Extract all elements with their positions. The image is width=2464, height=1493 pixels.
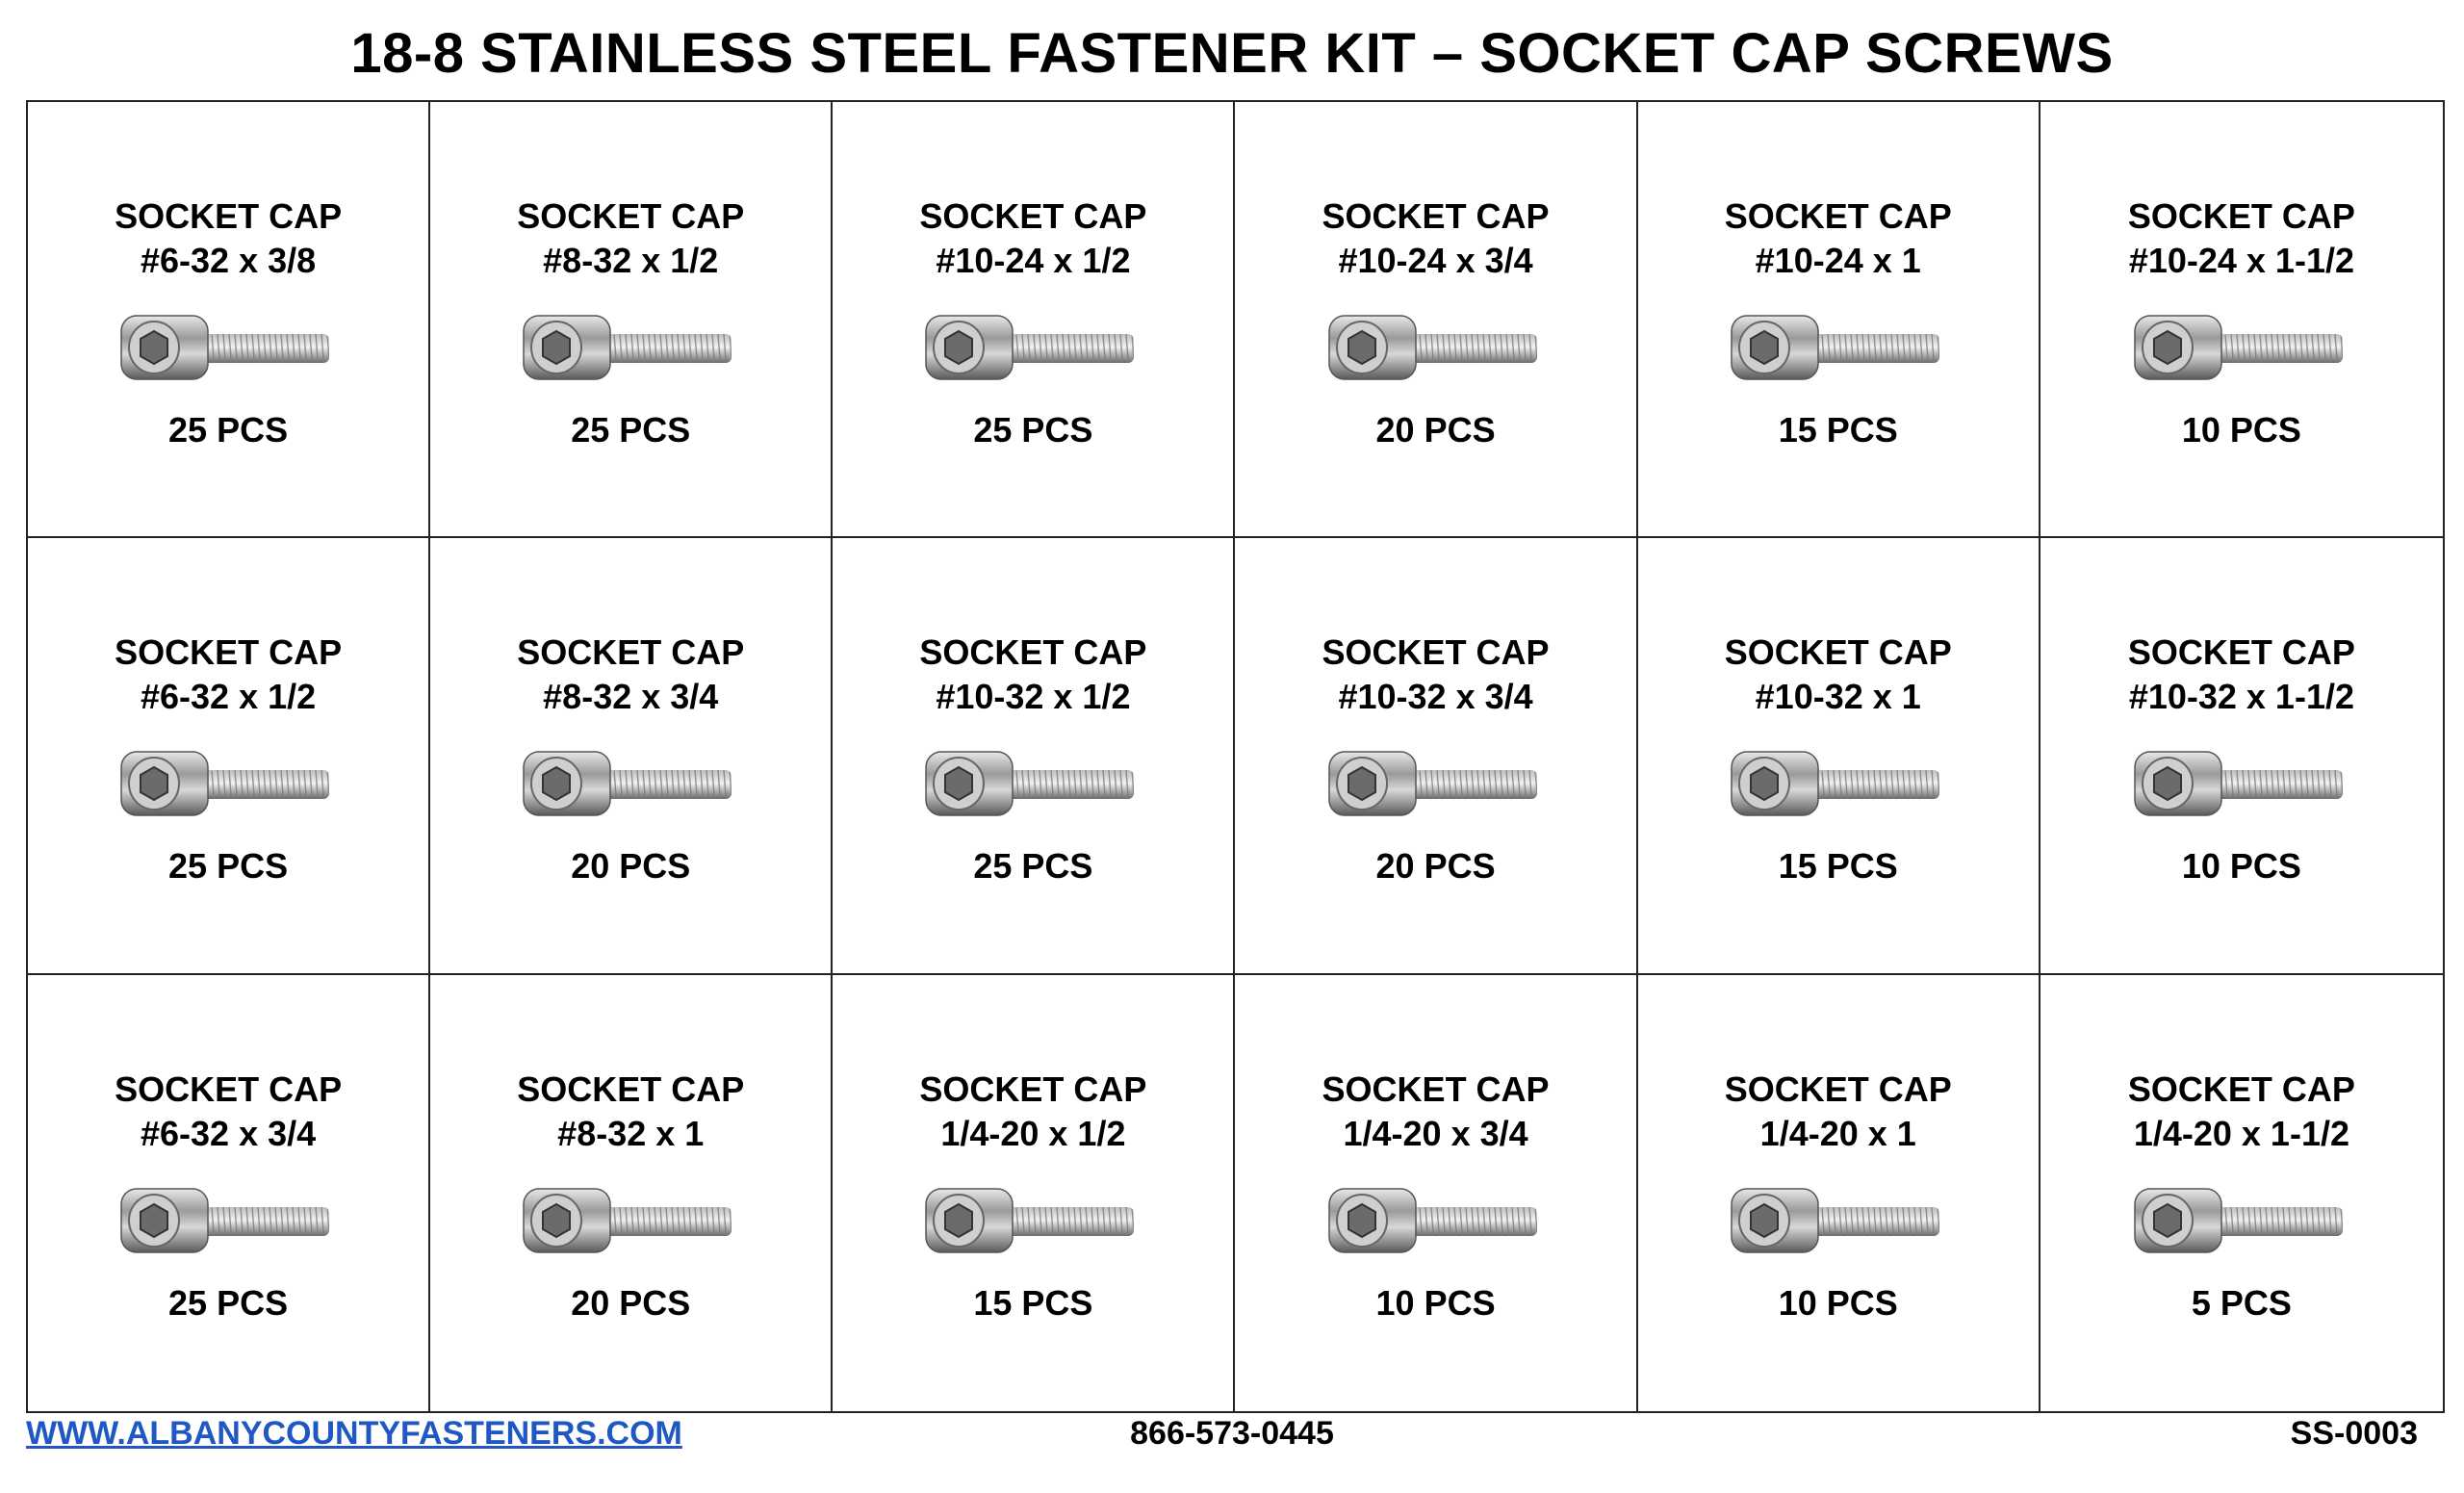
fastener-size: 1/4-20 x 1-1/2	[2133, 1113, 2349, 1153]
socket-cap-screw-icon	[1325, 308, 1547, 385]
fastener-quantity: 10 PCS	[1375, 1282, 1496, 1323]
fastener-quantity: 25 PCS	[168, 846, 289, 887]
fastener-size: #8-32 x 3/4	[543, 677, 719, 717]
fastener-size: #10-24 x 1-1/2	[2128, 241, 2354, 280]
fastener-size: #10-32 x 1/2	[936, 677, 1131, 717]
fastener-cell	[833, 102, 1235, 538]
fastener-type: SOCKET CAP	[115, 1068, 343, 1109]
fastener-quantity: 25 PCS	[973, 410, 1093, 450]
socket-cap-screw-icon	[1728, 1181, 1949, 1258]
fastener-cell	[2040, 102, 2443, 538]
fastener-quantity: 25 PCS	[571, 410, 691, 450]
socket-cap-screw-icon	[117, 308, 339, 385]
fastener-size: #10-24 x 1	[1755, 241, 1921, 280]
phone-number: 866-573-0445	[1130, 1415, 1334, 1452]
socket-cap-screw-icon	[520, 744, 741, 821]
fastener-type: SOCKET CAP	[1322, 196, 1550, 236]
fastener-type: SOCKET CAP	[2127, 196, 2355, 236]
fastener-type: SOCKET CAP	[919, 1068, 1147, 1109]
fastener-grid	[26, 100, 2445, 1413]
fastener-cell	[833, 975, 1235, 1411]
fastener-quantity: 25 PCS	[168, 1282, 289, 1323]
fastener-type: SOCKET CAP	[1322, 1068, 1550, 1109]
fastener-type: SOCKET CAP	[1724, 1068, 1952, 1109]
fastener-size: #8-32 x 1/2	[543, 241, 719, 280]
fastener-quantity: 10 PCS	[1778, 1282, 1898, 1323]
fastener-type: SOCKET CAP	[517, 196, 745, 236]
fastener-cell	[1235, 102, 1637, 538]
fastener-cell	[2040, 538, 2443, 974]
fastener-size: #6-32 x 3/4	[141, 1113, 317, 1153]
socket-cap-screw-icon	[922, 1181, 1143, 1258]
fastener-cell	[430, 975, 833, 1411]
fastener-cell	[1638, 538, 2040, 974]
fastener-cell	[28, 975, 430, 1411]
fastener-size: #10-24 x 1/2	[936, 241, 1131, 280]
fastener-type: SOCKET CAP	[2127, 1068, 2355, 1109]
fastener-cell	[28, 538, 430, 974]
fastener-size: #6-32 x 1/2	[141, 677, 317, 717]
fastener-size: #10-32 x 1-1/2	[2128, 677, 2354, 717]
fastener-cell	[1235, 975, 1637, 1411]
socket-cap-screw-icon	[2131, 744, 2352, 821]
fastener-cell	[28, 102, 430, 538]
kit-code: SS-0003	[2290, 1415, 2418, 1452]
fastener-quantity: 25 PCS	[168, 410, 289, 450]
fastener-cell	[430, 538, 833, 974]
fastener-type: SOCKET CAP	[115, 632, 343, 673]
fastener-cell	[833, 538, 1235, 974]
page-title: 18-8 STAINLESS STEEL FASTENER KIT – SOCKET CAP SCREWS	[350, 22, 2114, 85]
fastener-quantity: 20 PCS	[1375, 846, 1496, 887]
fastener-type: SOCKET CAP	[1724, 196, 1952, 236]
fastener-quantity: 10 PCS	[2181, 846, 2301, 887]
fastener-quantity: 20 PCS	[571, 846, 691, 887]
socket-cap-screw-icon	[117, 1181, 339, 1258]
socket-cap-screw-icon	[1325, 744, 1547, 821]
fastener-size: #10-32 x 3/4	[1338, 677, 1533, 717]
fastener-type: SOCKET CAP	[919, 632, 1147, 673]
fastener-size: #6-32 x 3/8	[141, 241, 317, 280]
socket-cap-screw-icon	[1728, 744, 1949, 821]
fastener-type: SOCKET CAP	[1322, 632, 1550, 673]
fastener-quantity: 20 PCS	[571, 1282, 691, 1323]
socket-cap-screw-icon	[1325, 1181, 1547, 1258]
socket-cap-screw-icon	[922, 744, 1143, 821]
fastener-cell	[2040, 975, 2443, 1411]
fastener-cell	[1638, 975, 2040, 1411]
fastener-quantity: 25 PCS	[973, 846, 1093, 887]
fastener-quantity: 5 PCS	[2191, 1282, 2292, 1323]
fastener-type: SOCKET CAP	[517, 1068, 745, 1109]
fastener-cell	[1235, 538, 1637, 974]
fastener-quantity: 10 PCS	[2181, 410, 2301, 450]
fastener-quantity: 20 PCS	[1375, 410, 1496, 450]
fastener-type: SOCKET CAP	[2127, 632, 2355, 673]
fastener-size: 1/4-20 x 1/2	[940, 1113, 1126, 1153]
fastener-type: SOCKET CAP	[919, 196, 1147, 236]
fastener-size: #8-32 x 1	[557, 1113, 705, 1153]
fastener-quantity: 15 PCS	[1778, 410, 1898, 450]
fastener-cell	[430, 102, 833, 538]
fastener-quantity: 15 PCS	[1778, 846, 1898, 887]
fastener-quantity: 15 PCS	[973, 1282, 1093, 1323]
socket-cap-screw-icon	[520, 308, 741, 385]
fastener-type: SOCKET CAP	[1724, 632, 1952, 673]
fastener-type: SOCKET CAP	[115, 196, 343, 236]
socket-cap-screw-icon	[922, 308, 1143, 385]
socket-cap-screw-icon	[2131, 308, 2352, 385]
fastener-cell	[1638, 102, 2040, 538]
socket-cap-screw-icon	[2131, 1181, 2352, 1258]
fastener-size: #10-32 x 1	[1755, 677, 1921, 717]
fastener-size: #10-24 x 3/4	[1338, 241, 1533, 280]
socket-cap-screw-icon	[520, 1181, 741, 1258]
fastener-size: 1/4-20 x 1	[1759, 1113, 1916, 1153]
website-link[interactable]: WWW.ALBANYCOUNTYFASTENERS.COM	[26, 1415, 682, 1452]
socket-cap-screw-icon	[1728, 308, 1949, 385]
fastener-size: 1/4-20 x 3/4	[1343, 1113, 1528, 1153]
fastener-type: SOCKET CAP	[517, 632, 745, 673]
socket-cap-screw-icon	[117, 744, 339, 821]
